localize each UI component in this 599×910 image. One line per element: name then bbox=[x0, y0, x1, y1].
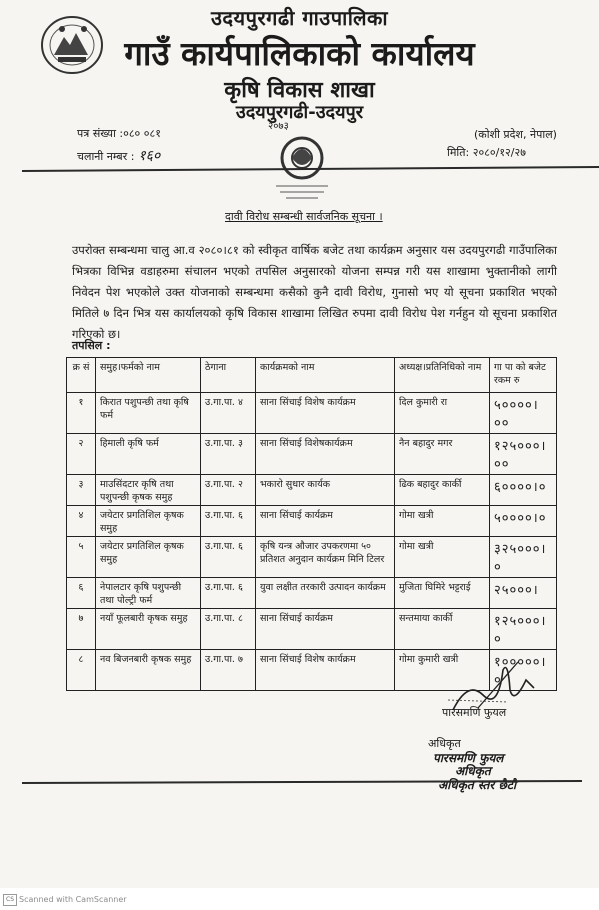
letter-number: पत्र संख्या :०८० ०८१ bbox=[77, 127, 161, 140]
scanner-text: Scanned with CamScanner bbox=[19, 895, 127, 904]
table-row bbox=[67, 609, 557, 650]
header-serial: क्र सं bbox=[67, 358, 96, 393]
stamp-title: अधिकृत bbox=[455, 764, 491, 778]
cell-address: उ.गा.पा. ४ bbox=[201, 393, 256, 434]
header-address: ठेगाना bbox=[201, 358, 256, 393]
signatory-title: अधिकृत bbox=[428, 737, 461, 750]
table-row bbox=[67, 537, 557, 578]
cell-chairperson: ढिक बहादुर कार्की bbox=[395, 475, 490, 506]
dispatch-number-label: चलानी नम्बर : bbox=[77, 150, 135, 163]
cell-serial: १ bbox=[67, 393, 96, 434]
cell-budget: १२५०००।०० bbox=[490, 434, 557, 475]
cell-address: उ.गा.पा. ६ bbox=[201, 578, 256, 609]
cell-program-name: साना सिंचाई कार्यक्रम bbox=[256, 506, 395, 537]
header-budget: गा पा को बजेट रकम रु bbox=[490, 358, 557, 393]
cell-address: उ.गा.पा. ७ bbox=[201, 650, 256, 691]
cell-budget: ६००००।० bbox=[490, 475, 557, 506]
cell-serial: ४ bbox=[67, 506, 96, 537]
cell-address: उ.गा.पा. ३ bbox=[201, 434, 256, 475]
cell-program-name: युवा लक्षीत तरकारी उत्पादन कार्यक्रम bbox=[256, 578, 395, 609]
table-header-row bbox=[67, 358, 557, 393]
table-row bbox=[67, 578, 557, 609]
camscanner-icon: CS bbox=[3, 894, 17, 906]
table-row bbox=[67, 475, 557, 506]
cell-budget: ३२५०००।० bbox=[490, 537, 557, 578]
signatory-name: पारसमणि फुयल bbox=[442, 706, 507, 719]
cell-serial: ८ bbox=[67, 650, 96, 691]
scanner-footer bbox=[0, 888, 599, 910]
project-table bbox=[66, 357, 557, 691]
cell-chairperson: गोमा कुमारी खत्री bbox=[395, 650, 490, 691]
cell-group-name: नेपालटार कृषि पशुपन्छी तथा पोल्ट्री फर्म bbox=[96, 578, 201, 609]
table-row bbox=[67, 434, 557, 475]
cell-serial: ७ bbox=[67, 609, 96, 650]
office-name: गाउँ कार्यपालिकाको कार्यालय bbox=[124, 34, 475, 73]
cell-chairperson: सन्तमाया कार्की bbox=[395, 609, 490, 650]
table-row bbox=[67, 393, 557, 434]
municipality-name: उदयपुरगढी गाउपालिका bbox=[210, 6, 389, 30]
established-year: २०७३ bbox=[268, 121, 289, 132]
cell-chairperson: गोमा खत्री bbox=[395, 537, 490, 578]
cell-chairperson: दिल कुमारी रा bbox=[395, 393, 490, 434]
stamp-level: अधिकृत स्तर छैटौ bbox=[438, 778, 517, 792]
cell-budget: २५०००। bbox=[490, 578, 557, 609]
stamp-name: पारसमणि फुयल bbox=[433, 751, 504, 765]
letter-date: मिति: २०८०/१२/२७ bbox=[447, 146, 526, 159]
cell-group-name: नव बिजनबारी कृषक समुह bbox=[96, 650, 201, 691]
province-label: (कोशी प्रदेश, नेपाल) bbox=[474, 128, 557, 141]
cell-serial: ६ bbox=[67, 578, 96, 609]
cell-serial: २ bbox=[67, 434, 96, 475]
notice-title: दावी विरोध सम्बन्धी सार्वजनिक सूचना । bbox=[225, 210, 383, 223]
details-label: तपसिल : bbox=[72, 339, 111, 352]
header-chairperson: अध्यक्ष।प्रतिनिधिको नाम bbox=[395, 358, 490, 393]
cell-serial: ५ bbox=[67, 537, 96, 578]
cell-chairperson: गोमा खत्री bbox=[395, 506, 490, 537]
cell-address: उ.गा.पा. २ bbox=[201, 475, 256, 506]
section-name: कृषि विकास शाखा bbox=[224, 78, 375, 103]
cell-budget: १०००००।० bbox=[490, 650, 557, 691]
cell-address: उ.गा.पा. ८ bbox=[201, 609, 256, 650]
header-group-name: समुह।फर्मको नाम bbox=[96, 358, 201, 393]
cell-budget: ५००००।० bbox=[490, 506, 557, 537]
cell-budget: १२५०००।० bbox=[490, 609, 557, 650]
office-address: उदयपुरगढी-उदयपुर bbox=[235, 102, 364, 123]
cell-chairperson: नैन बहादुर मगर bbox=[395, 434, 490, 475]
cell-group-name: हिमाली कृषि फर्म bbox=[96, 434, 201, 475]
cell-program-name: कृषि यन्त्र औजार उपकरणमा ५० प्रतिशत अनुदान कार्यक्रम मिनि टिलर bbox=[256, 537, 395, 578]
cell-address: उ.गा.पा. ६ bbox=[201, 537, 256, 578]
cell-group-name: माउसिंदटार कृषि तथा पशुपन्छी कृषक समुह bbox=[96, 475, 201, 506]
cell-program-name: साना सिंचाई विशेषकार्यक्रम bbox=[256, 434, 395, 475]
header-program-name: कार्यक्रमको नाम bbox=[256, 358, 395, 393]
notice-body: उपरोक्त सम्बन्धमा चालु आ.व २०८०।८१ को स्वीकृत वार्षिक बजेट तथा कार्यक्रम अनुसार यस उदयपुरगढी गाउँपालिका भित्रका विभिन्न वडाहरुमा संचालन भएको तपसिल अनुसारको योजना सम्पन्न गरी यस शाखामा भुक्तानीको लागी निवेदन पेश भएकोले उक्त योजनाको सम्बन्धमा कसैको कुनै दावी विरोध, गुनासो भए यो सूचना प्रकाशित भएको मितिले ७ दिन भित्र यस कार्यालयको कृषि विकास शाखामा लिखित रुपमा दावी विरोध पेश गर्नहुन यो सूचना प्रकाशित गरिएको छ। bbox=[72, 243, 558, 341]
cell-program-name: साना सिंचाई कार्यक्रम bbox=[256, 609, 395, 650]
cell-serial: ३ bbox=[67, 475, 96, 506]
cell-group-name: जयेटार प्रगतिशिल कृषक समुह bbox=[96, 537, 201, 578]
cell-group-name: किरात पशुपन्छी तथा कृषि फर्म bbox=[96, 393, 201, 434]
cell-program-name: भकारो सुधार कार्यक bbox=[256, 475, 395, 506]
cell-group-name: जयेटार प्रगतिशिल कृषक समुह bbox=[96, 506, 201, 537]
table-row bbox=[67, 506, 557, 537]
cell-budget: ५००००।०० bbox=[490, 393, 557, 434]
dispatch-number bbox=[77, 146, 160, 165]
cell-address: उ.गा.पा. ६ bbox=[201, 506, 256, 537]
cell-group-name: नयाँ फूलबारी कृषक समुह bbox=[96, 609, 201, 650]
cell-chairperson: मुजिता घिमिरे भट्टराई bbox=[395, 578, 490, 609]
cell-program-name: साना सिंचाई विशेष कार्यक्रम bbox=[256, 650, 395, 691]
cell-program-name: साना सिंचाई विशेष कार्यक्रम bbox=[256, 393, 395, 434]
dispatch-number-value: १६० bbox=[138, 148, 161, 164]
